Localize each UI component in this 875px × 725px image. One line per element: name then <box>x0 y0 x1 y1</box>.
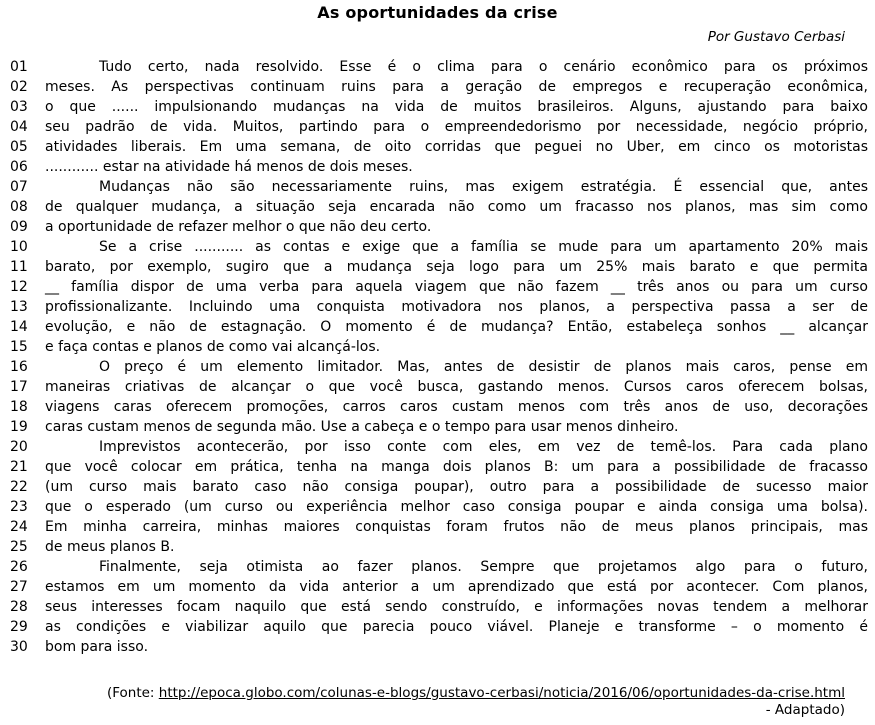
line-number: 13 <box>10 299 28 315</box>
line-text: viagens caras oferecem promoções, carros caros custam menos com três anos de uso, decorações <box>45 399 868 415</box>
text-line <box>10 497 868 517</box>
line-text: o que ...... impulsionando mudanças na vida de muitos brasileiros. Alguns, ajustando para baixo <box>45 99 868 115</box>
line-number: 14 <box>10 319 28 335</box>
text-line <box>10 117 868 137</box>
source-link[interactable]: http://epoca.globo.com/colunas-e-blogs/gustavo-cerbasi/noticia/2016/06/oportunidades-da-crise.html <box>158 685 845 701</box>
text-line <box>10 397 868 417</box>
text-line <box>10 277 868 297</box>
text-line <box>10 317 868 337</box>
line-number: 08 <box>10 199 28 215</box>
text-line <box>10 437 868 457</box>
text-line <box>10 257 868 277</box>
line-text: Imprevistos acontecerão, por isso conte com eles, em vez de temê-los. Para cada plano <box>99 439 868 455</box>
line-text: que você colocar em prática, tenha na manga dois planos B: um para a possibilidade de fracasso <box>45 459 868 475</box>
line-text: a oportunidade de refazer melhor o que não deu certo. <box>45 219 432 235</box>
text-line <box>10 337 868 357</box>
line-number: 23 <box>10 499 28 515</box>
line-number: 16 <box>10 359 28 375</box>
line-number: 20 <box>10 439 28 455</box>
text-line <box>10 77 868 97</box>
line-number: 11 <box>10 259 28 275</box>
line-text: evolução, e não de estagnação. O momento é de mudança? Então, estabeleça sonhos __ alcançar <box>45 319 868 335</box>
line-text: maneiras criativas de alcançar o que você busca, gastando menos. Cursos caros oferecem bolsas, <box>45 379 868 395</box>
line-number: 30 <box>10 639 28 655</box>
line-text: O preço é um elemento limitador. Mas, antes de desistir de planos mais caros, pense em <box>99 359 868 375</box>
line-text: caras custam menos de segunda mão. Use a cabeça e o tempo para usar menos dinheiro. <box>45 419 679 435</box>
line-text: que o esperado (um curso ou experiência melhor caso consiga poupar e ainda consiga uma bolsa). <box>45 499 868 515</box>
line-number: 15 <box>10 339 28 355</box>
text-line <box>10 197 868 217</box>
line-number: 04 <box>10 119 28 135</box>
line-number: 07 <box>10 179 28 195</box>
text-line <box>10 237 868 257</box>
line-number: 17 <box>10 379 28 395</box>
line-number: 21 <box>10 459 28 475</box>
line-text: Tudo certo, nada resolvido. Esse é o clima para o cenário econômico para os próximos <box>99 59 868 75</box>
line-number: 24 <box>10 519 28 535</box>
line-text: Se a crise ........... as contas e exige que a família se mude para um apartamento 20% mais <box>99 239 868 255</box>
text-line <box>10 137 868 157</box>
line-text: barato, por exemplo, sugiro que a mudança seja logo para um 25% mais barato e que permita <box>45 259 868 275</box>
text-line <box>10 57 868 77</box>
source-line <box>0 685 845 702</box>
source-citation <box>0 685 875 719</box>
text-line <box>10 177 868 197</box>
source-adapted: - Adaptado) <box>765 702 845 718</box>
line-number: 25 <box>10 539 28 555</box>
line-text: estamos em um momento da vida anterior a um aprendizado que está por acontecer. Com planos, <box>45 579 868 595</box>
line-number: 03 <box>10 99 28 115</box>
line-number: 26 <box>10 559 28 575</box>
line-text: bom para isso. <box>45 639 149 655</box>
line-number: 02 <box>10 79 28 95</box>
text-line <box>10 457 868 477</box>
line-text: meses. As perspectivas continuam ruins para a geração de empregos e recuperação econômica, <box>45 79 868 95</box>
text-line <box>10 537 868 557</box>
line-number: 28 <box>10 599 28 615</box>
source-prefix: (Fonte: <box>106 685 159 701</box>
text-line <box>10 577 868 597</box>
text-line <box>10 217 868 237</box>
line-number: 01 <box>10 59 28 75</box>
line-number: 27 <box>10 579 28 595</box>
line-text: Mudanças não são necessariamente ruins, mas exigem estratégia. É essencial que, antes <box>99 179 868 195</box>
text-line <box>10 357 868 377</box>
text-line <box>10 477 868 497</box>
text-line <box>10 597 868 617</box>
line-text: Em minha carreira, minhas maiores conquistas foram frutos não de meus planos principais, mas <box>45 519 868 535</box>
line-text: de meus planos B. <box>45 539 175 555</box>
text-line <box>10 97 868 117</box>
line-number: 18 <box>10 399 28 415</box>
line-number: 19 <box>10 419 28 435</box>
line-number: 22 <box>10 479 28 495</box>
line-text: as condições e viabilizar aquilo que parecia pouco viável. Planeje e transforme – o momento é <box>45 619 868 635</box>
text-line <box>10 517 868 537</box>
line-text: seus interesses focam naquilo que está sendo construído, e informações novas tendem a melhorar <box>45 599 868 615</box>
line-text: profissionalizante. Incluindo uma conquista motivadora nos planos, a perspectiva passa a ser de <box>45 299 868 315</box>
line-text: ............ estar na atividade há menos de dois meses. <box>45 159 413 175</box>
text-line <box>10 157 868 177</box>
line-text: de qualquer mudança, a situação seja encarada não como um fracasso nos planos, mas sim como <box>45 199 868 215</box>
text-line <box>10 557 868 577</box>
text-line <box>10 637 868 657</box>
text-line <box>10 297 868 317</box>
article-title: As oportunidades da crise <box>317 3 558 22</box>
byline: Por Gustavo Cerbasi <box>707 29 845 45</box>
text-body <box>0 57 875 657</box>
line-text: atividades liberais. Em uma semana, de oito corridas que peguei no Uber, em cinco os motoristas <box>45 139 868 155</box>
line-text: Finalmente, seja otimista ao fazer planos. Sempre que projetamos algo para o futuro, <box>99 559 868 575</box>
line-text: seu padrão de vida. Muitos, partindo para o empreendedorismo por necessidade, negócio próprio, <box>45 119 868 135</box>
line-text: (um curso mais barato caso não consiga poupar), outro para a possibilidade de sucesso maior <box>45 479 868 495</box>
line-text: __ família dispor de uma verba para aquela viagem que não fazem __ três anos ou para um curso <box>45 279 868 295</box>
line-text: e faça contas e planos de como vai alcançá-los. <box>45 339 381 355</box>
line-number: 05 <box>10 139 28 155</box>
line-number: 09 <box>10 219 28 235</box>
text-line <box>10 417 868 437</box>
text-line <box>10 617 868 637</box>
line-number: 29 <box>10 619 28 635</box>
line-number: 10 <box>10 239 28 255</box>
line-number: 12 <box>10 279 28 295</box>
line-number: 06 <box>10 159 28 175</box>
text-line <box>10 377 868 397</box>
